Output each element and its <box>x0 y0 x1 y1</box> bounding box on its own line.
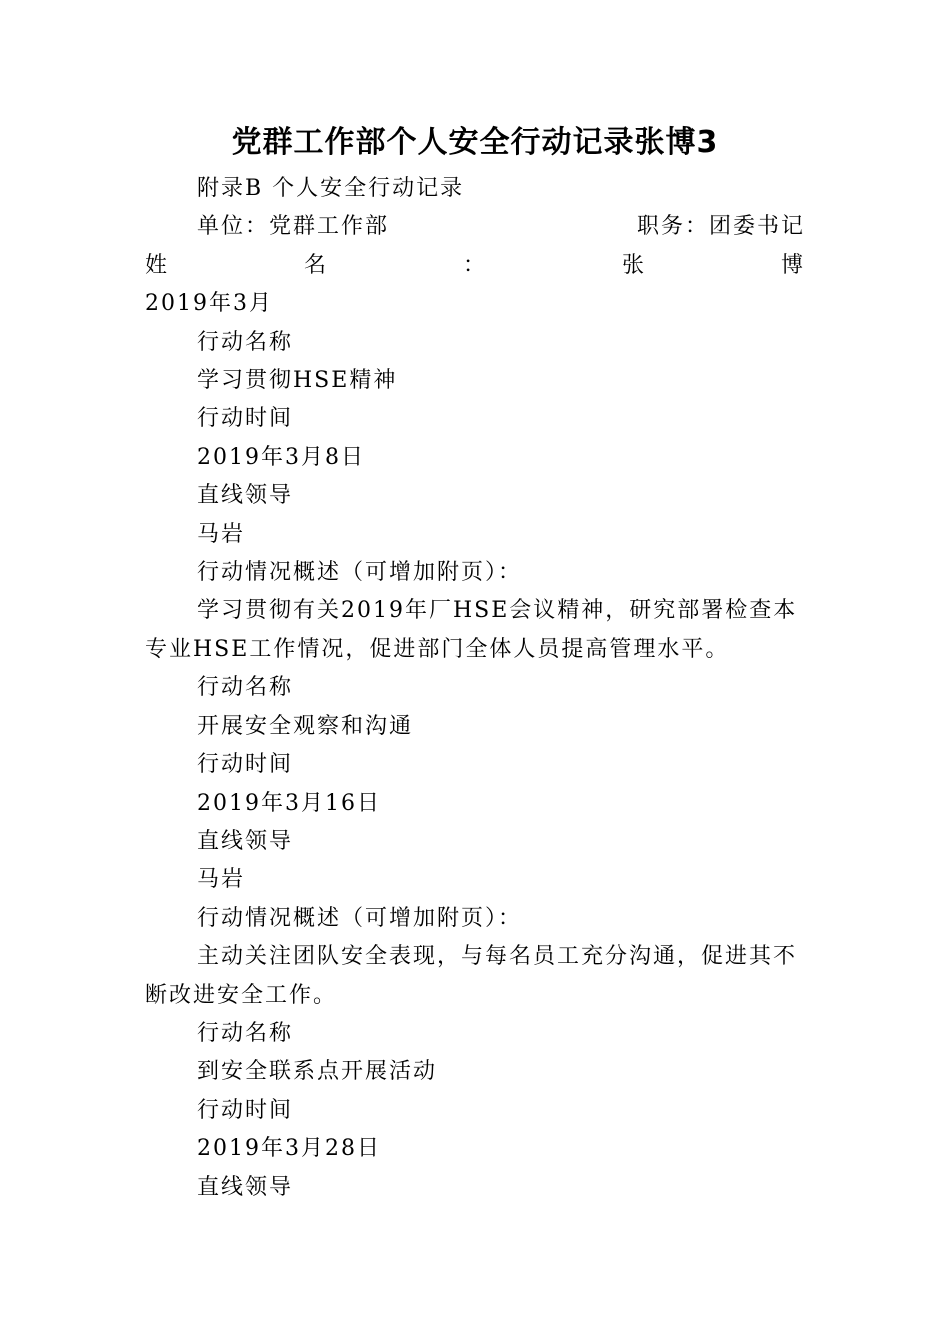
action-name-label: 行动名称 <box>197 329 294 355</box>
action-time: 2019年3月28日 <box>197 1136 381 1162</box>
line-leader: 马岩 <box>197 521 246 547</box>
summary-text: 主动关注团队安全表现，与每名员工充分沟通，促进其不断改进安全工作。 <box>145 944 798 1008</box>
line-leader-label: 直线领导 <box>197 1174 294 1200</box>
name-row-char: 姓 <box>145 252 170 278</box>
action-time-label: 行动时间 <box>197 752 294 778</box>
appendix-heading: 附录B 个人安全行动记录 <box>197 176 465 201</box>
name-row-char: 张 <box>621 252 646 278</box>
unit-position-row <box>145 208 805 246</box>
action-time-label: 行动时间 <box>197 1097 294 1123</box>
action-name-label: 行动名称 <box>197 1020 294 1046</box>
action-name: 到安全联系点开展活动 <box>197 1059 438 1085</box>
action-time-label: 行动时间 <box>197 406 294 432</box>
month-text: 2019年3月 <box>145 291 273 317</box>
line-leader-label: 直线领导 <box>197 483 294 509</box>
document-title: 党群工作部个人安全行动记录张博3 <box>231 125 719 160</box>
summary-text: 学习贯彻有关2019年厂HSE会议精神，研究部署检查本专业HSE工作情况，促进部门全体人员提高管理水平。 <box>145 598 798 662</box>
line-leader-label: 直线领导 <box>197 828 294 854</box>
document-body <box>145 170 805 1207</box>
summary-label: 行动情况概述（可增加附页）： <box>197 560 523 586</box>
name-row-char: ： <box>462 252 487 278</box>
name-row <box>145 247 805 285</box>
name-row-char: 名 <box>303 252 328 278</box>
unit-text: 单位：党群工作部 <box>197 214 390 240</box>
position-text: 职务：团委书记 <box>636 214 805 240</box>
name-row-char: 博 <box>780 252 805 278</box>
action-time: 2019年3月16日 <box>197 790 381 816</box>
line-leader: 马岩 <box>197 867 246 893</box>
action-time: 2019年3月8日 <box>197 444 365 470</box>
action-name-label: 行动名称 <box>197 675 294 701</box>
action-name: 学习贯彻HSE精神 <box>197 368 398 394</box>
summary-label: 行动情况概述（可增加附页）： <box>197 905 523 931</box>
action-name: 开展安全观察和沟通 <box>197 713 414 739</box>
